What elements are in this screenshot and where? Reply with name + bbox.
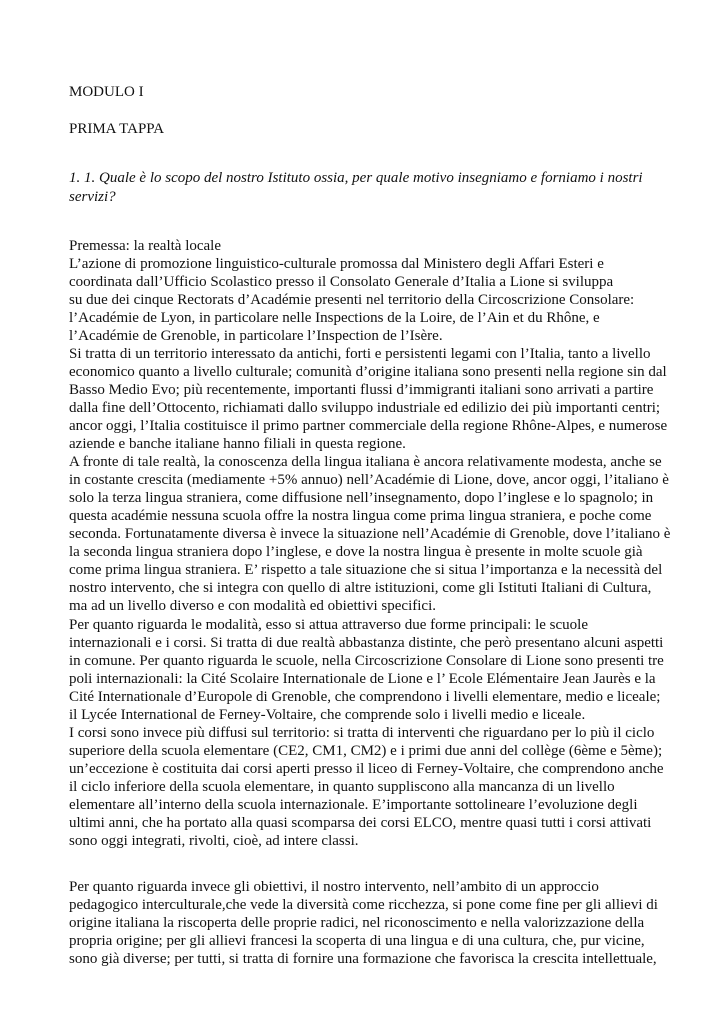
question-line: servizi? bbox=[69, 189, 116, 205]
paragraph-line: poli internazionali: la Cité Scolaire Internationale de Lione e l’ Ecole Elémentaire Jean Jaurès e la bbox=[69, 671, 656, 687]
paragraph-line: dalla fine dell’Ottocento, richiamati dallo sviluppo industriale ed edilizio dei più importanti centri; bbox=[69, 400, 661, 416]
paragraph-line: questa académie nessuna scuola offre la nostra lingua come prima lingua straniera, e poche come bbox=[69, 508, 652, 524]
paragraph-line: economico quanto a livello culturale; comunità d’origine italiana sono presenti nella regione sin dal bbox=[69, 364, 667, 380]
paragraph-line: internazionali e i corsi. Si tratta di due realtà abbastanza distinte, che però presentano alcuni aspetti bbox=[69, 635, 664, 651]
paragraph-line: come prima lingua straniera. E’ rispetto a tale situazione che si situa l’importanza e la necessità del bbox=[69, 562, 663, 578]
paragraph-line: su due dei cinque Rectorats d’Académie presenti nel territorio della Circoscrizione Consolare: bbox=[69, 292, 635, 308]
paragraph-line: Per quanto riguarda invece gli obiettivi, il nostro intervento, nell’ambito di un approccio bbox=[69, 879, 599, 895]
module-title: MODULO I bbox=[69, 84, 144, 100]
paragraph-line: A fronte di tale realtà, la conoscenza della lingua italiana è ancora relativamente modesta, anche se bbox=[69, 454, 662, 470]
paragraph-line: superiore della scuola elementare (CE2, CM1, CM2) e i primi due anni del collège (6ème e 5ème); bbox=[69, 743, 663, 759]
paragraph-line: Si tratta di un territorio interessato da antichi, forti e persistenti legami con l’Italia, tanto a livello bbox=[69, 346, 651, 362]
paragraph-line: in costante crescita (mediamente +5% annuo) nell’Académie di Lione, dove, ancor oggi, l’italiano è bbox=[69, 472, 669, 488]
paragraph-line: un’eccezione è costituita dai corsi aperti presso il liceo di Ferney-Voltaire, che comprendono anche bbox=[69, 761, 664, 777]
paragraph-line: Cité Internationale d’Europole di Grenoble, che comprendono i livelli elementare, medio e liceale; bbox=[69, 689, 661, 705]
paragraph-line: coordinata dall’Ufficio Scolastico presso il Consolato Generale d’Italia a Lione si sviluppa bbox=[69, 274, 614, 290]
paragraph-line: l’Académie de Lyon, in particolare nelle Inspections de la Loire, de l’Ain et du Rhône, e bbox=[69, 310, 600, 326]
stage-title: PRIMA TAPPA bbox=[69, 121, 165, 137]
paragraph-line: ancor oggi, l’Italia costituisce il primo partner commerciale della regione Rhône-Alpes, e numerose bbox=[69, 418, 668, 434]
paragraph-line: seconda. Fortunatamente diversa è invece la situazione nell’Académie di Grenoble, dove l’italiano è bbox=[69, 526, 671, 542]
paragraph-line: Basso Medio Evo; più recentemente, importanti flussi d’immigranti italiani sono arrivati a partire bbox=[69, 382, 654, 398]
paragraph-line: la seconda lingua straniera dopo l’inglese, e dove la nostra lingua è presente in molte scuole già bbox=[69, 544, 643, 560]
paragraph-line: elementare all’interno della scuola internazionale. E’importante sottolineare l’evoluzione degli bbox=[69, 797, 638, 813]
paragraph-line: L’azione di promozione linguistico-culturale promossa dal Ministero degli Affari Esteri e bbox=[69, 256, 604, 272]
paragraph-line: ma ad un livello diverso e con modalità ed obiettivi specifici. bbox=[69, 598, 436, 614]
paragraph-line: propria origine; per gli allievi francesi la scoperta di una lingua e di una cultura, che, pur vicine, bbox=[69, 933, 645, 949]
paragraph-line: ultimi anni, che ha portato alla quasi scomparsa dei corsi ELCO, mentre quasi tutti i corsi attivati bbox=[69, 815, 652, 831]
paragraph-line: aziende e banche italiane hanno filiali in questa regione. bbox=[69, 436, 406, 452]
paragraph-line: il ciclo inferiore della scuola elementare, in quanto suppliscono alla mancanza di un livello bbox=[69, 779, 615, 795]
paragraph-line: l’Académie de Grenoble, in particolare l’Inspection de l’Isère. bbox=[69, 328, 443, 344]
paragraph-line: solo la terza lingua straniera, come diffusione nell’insegnamento, dopo l’inglese e lo spagnolo; in bbox=[69, 490, 654, 506]
paragraph-line: I corsi sono invece più diffusi sul territorio: si tratta di interventi che riguardano per lo più il ciclo bbox=[69, 725, 655, 741]
paragraph-line: il Lycée International de Ferney-Voltaire, che comprende solo i livelli medio e liceale. bbox=[69, 707, 586, 723]
subsection-title: Premessa: la realtà locale bbox=[69, 238, 222, 254]
paragraph-line: sono già diverse; per tutti, si tratta di fornire una formazione che favorisca la crescita intellettuale, bbox=[69, 951, 657, 967]
paragraph-line: sono oggi integrati, rivolti, cioè, ad intere classi. bbox=[69, 833, 359, 849]
paragraph-line: pedagogico interculturale,che vede la diversità come ricchezza, si pone come fine per gli allievi di bbox=[69, 897, 658, 913]
paragraph-line: nostro intervento, che si integra con quello di altre istituzioni, come gli Istituti Italiani di Cultura, bbox=[69, 580, 652, 596]
paragraph-line: Per quanto riguarda le modalità, esso si attua attraverso due forme principali: le scuole bbox=[69, 617, 588, 633]
question-line: 1. 1. Quale è lo scopo del nostro Istituto ossia, per quale motivo insegniamo e forniamo i nostri bbox=[69, 170, 643, 186]
paragraph-line: in comune. Per quanto riguarda le scuole, nella Circoscrizione Consolare di Lione sono presenti tre bbox=[69, 653, 664, 669]
paragraph-line: origine italiana la riscoperta delle proprie radici, nel riconoscimento e nella valorizzazione della bbox=[69, 915, 645, 931]
